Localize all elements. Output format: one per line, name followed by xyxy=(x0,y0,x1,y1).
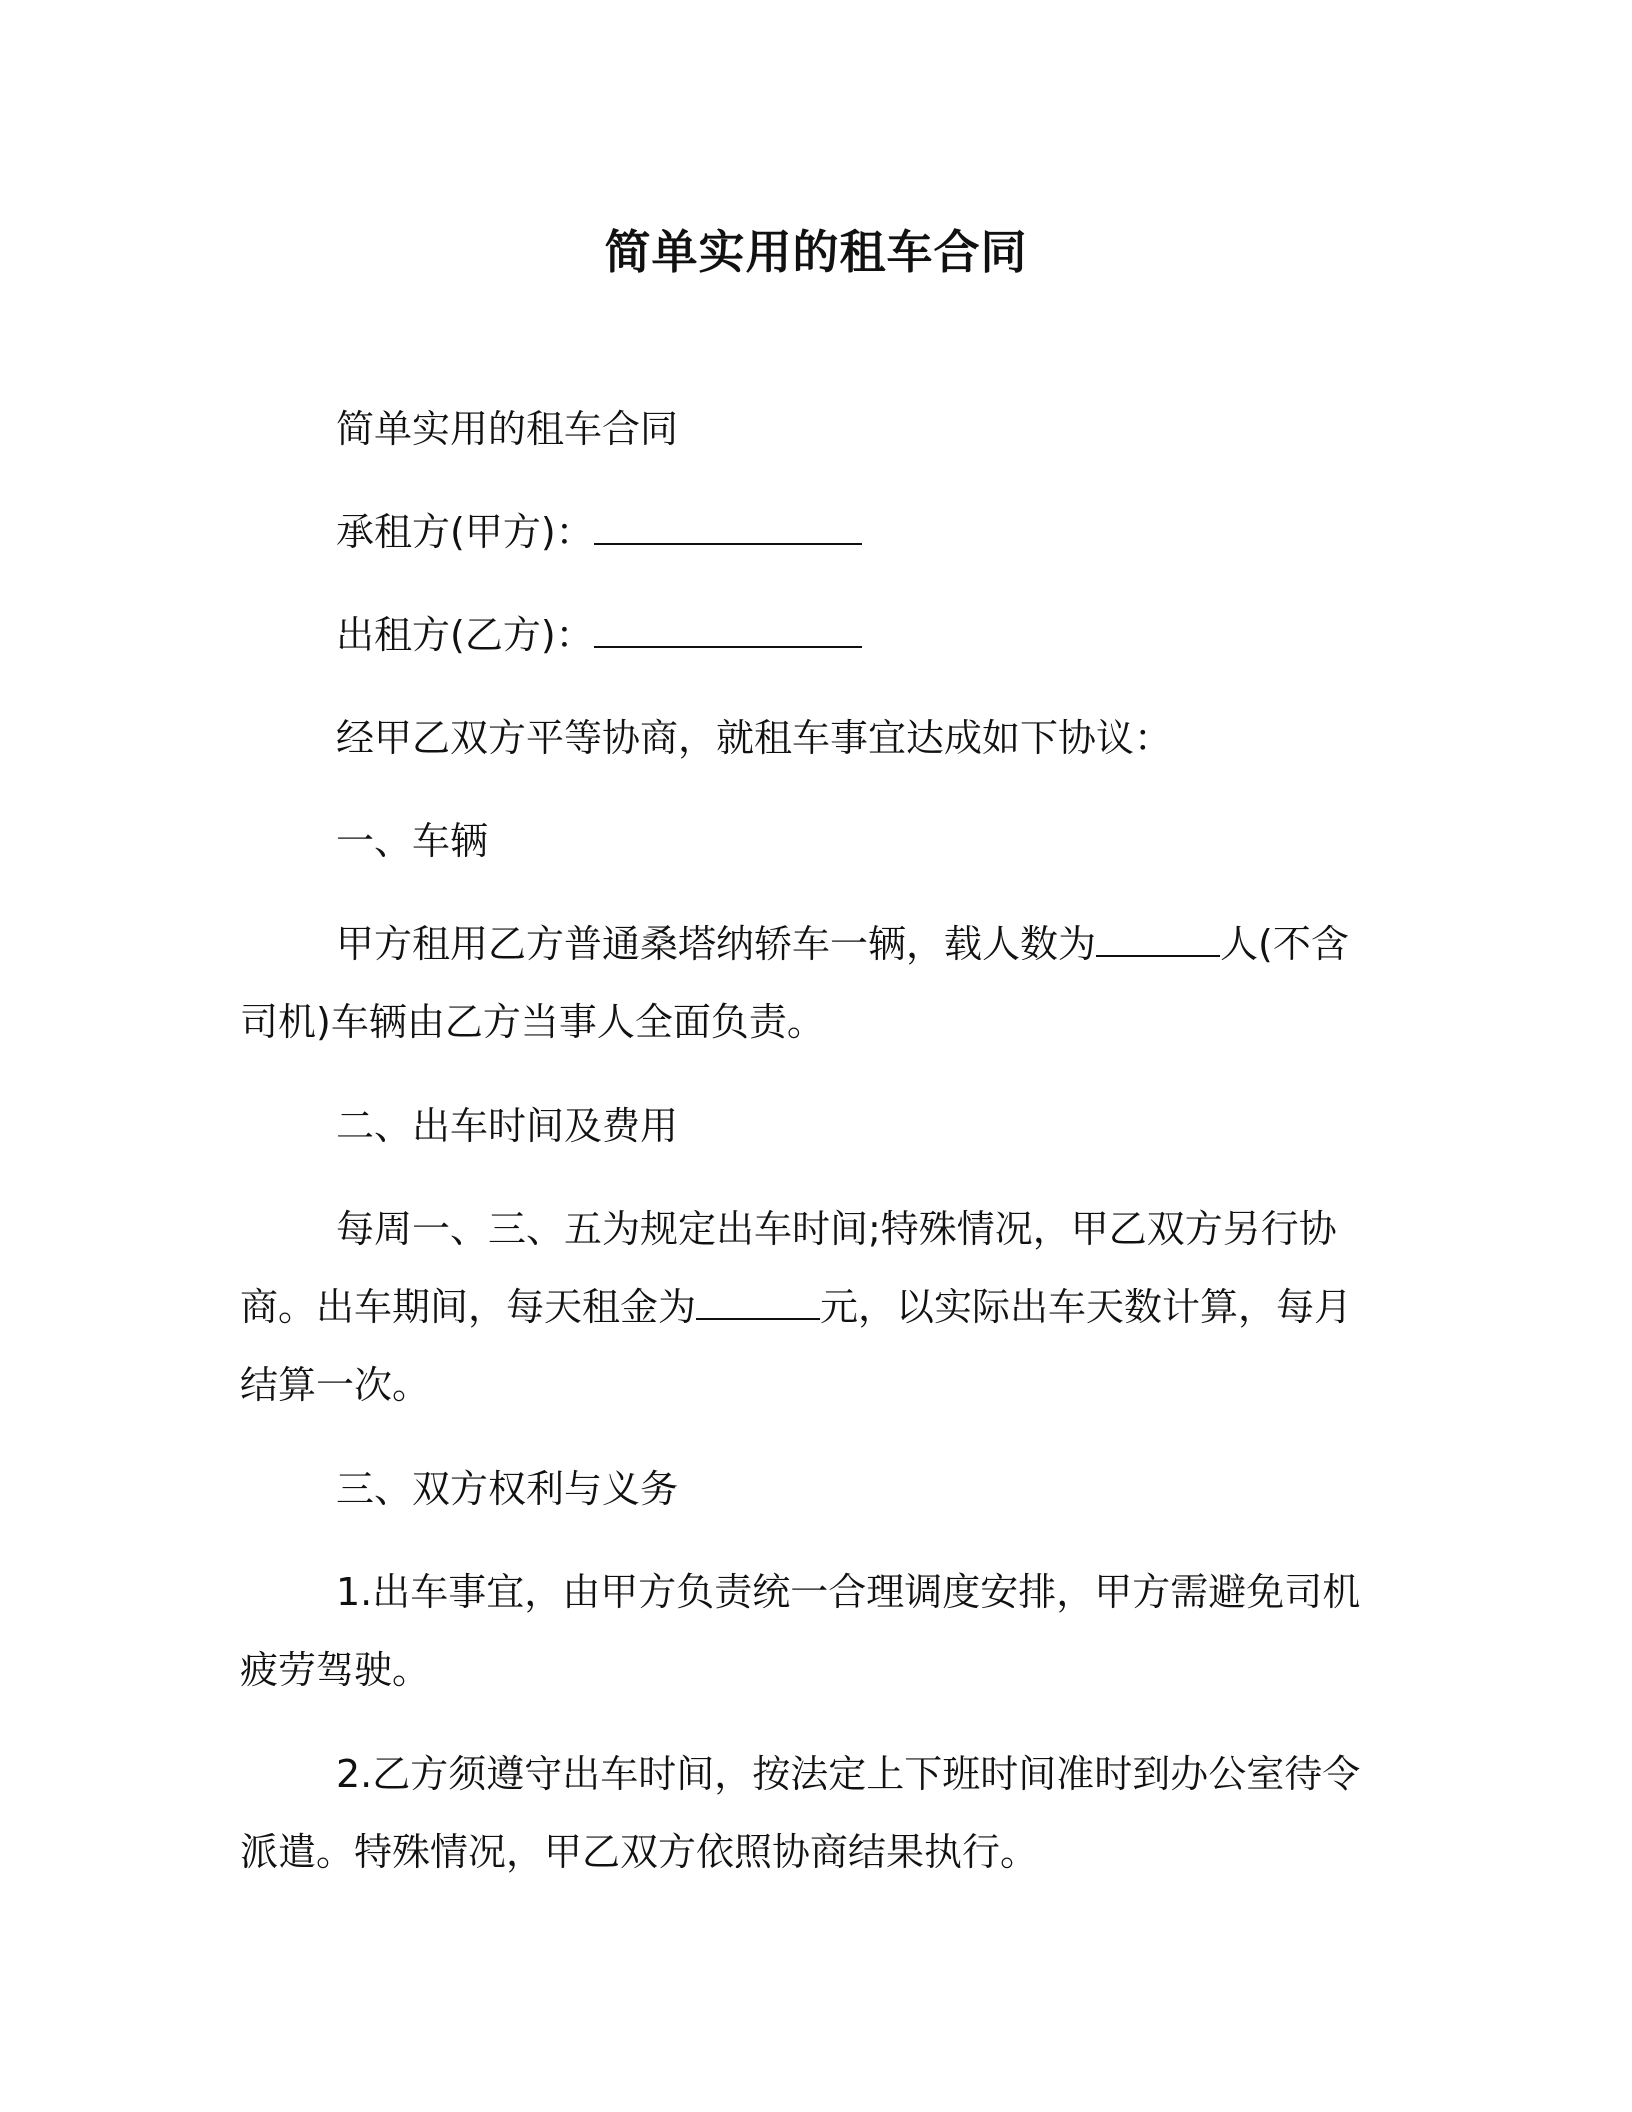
time-fees-paragraph xyxy=(240,1190,1370,1424)
agreement-intro: 经甲乙双方平等协商，就租车事宜达成如下协议： xyxy=(336,716,1173,760)
document-title: 简单实用的租车合同 xyxy=(604,225,1028,279)
section-heading-vehicle: 一、车辆 xyxy=(336,819,489,863)
time-fees-text-b: 元，以实际出车天数计算，每月结算一次。 xyxy=(240,1285,1353,1407)
rights-item-1: 1.出车事宜，由甲方负责统一合理调度安排，甲方需避免司机疲劳驾驶。 xyxy=(240,1570,1361,1692)
vehicle-text-a: 甲方租用乙方普通桑塔纳轿车一辆，载人数为 xyxy=(336,922,1097,966)
rights-item-2: 2.乙方须遵守出车时间，按法定上下班时间准时到办公室待令派遣。特殊情况，甲乙双方依照协商结果执行。 xyxy=(240,1752,1361,1874)
lessee-blank xyxy=(594,509,862,545)
vehicle-paragraph xyxy=(240,905,1370,1061)
passenger-count-blank xyxy=(1096,921,1220,957)
lessee-label: 承租方(甲方)： xyxy=(336,510,594,554)
document-body xyxy=(240,390,1370,1917)
daily-rent-blank xyxy=(696,1284,820,1320)
lessor-label: 出租方(乙方)： xyxy=(336,613,594,657)
section-heading-time-fees: 二、出车时间及费用 xyxy=(336,1104,679,1148)
lessor-line xyxy=(240,596,1370,674)
lessor-blank xyxy=(594,612,862,648)
time-fees-text-a: 每周一、三、五为规定出车时间;特殊情况，甲乙双方另行协商。出车期间，每天租金为 xyxy=(240,1207,1337,1329)
vehicle-text-b: 人(不含司机)车辆由乙方当事人全面负责。 xyxy=(240,922,1349,1044)
section-heading-rights: 三、双方权利与义务 xyxy=(336,1467,679,1511)
lessee-line xyxy=(240,493,1370,571)
subtitle-paragraph: 简单实用的租车合同 xyxy=(336,407,679,451)
